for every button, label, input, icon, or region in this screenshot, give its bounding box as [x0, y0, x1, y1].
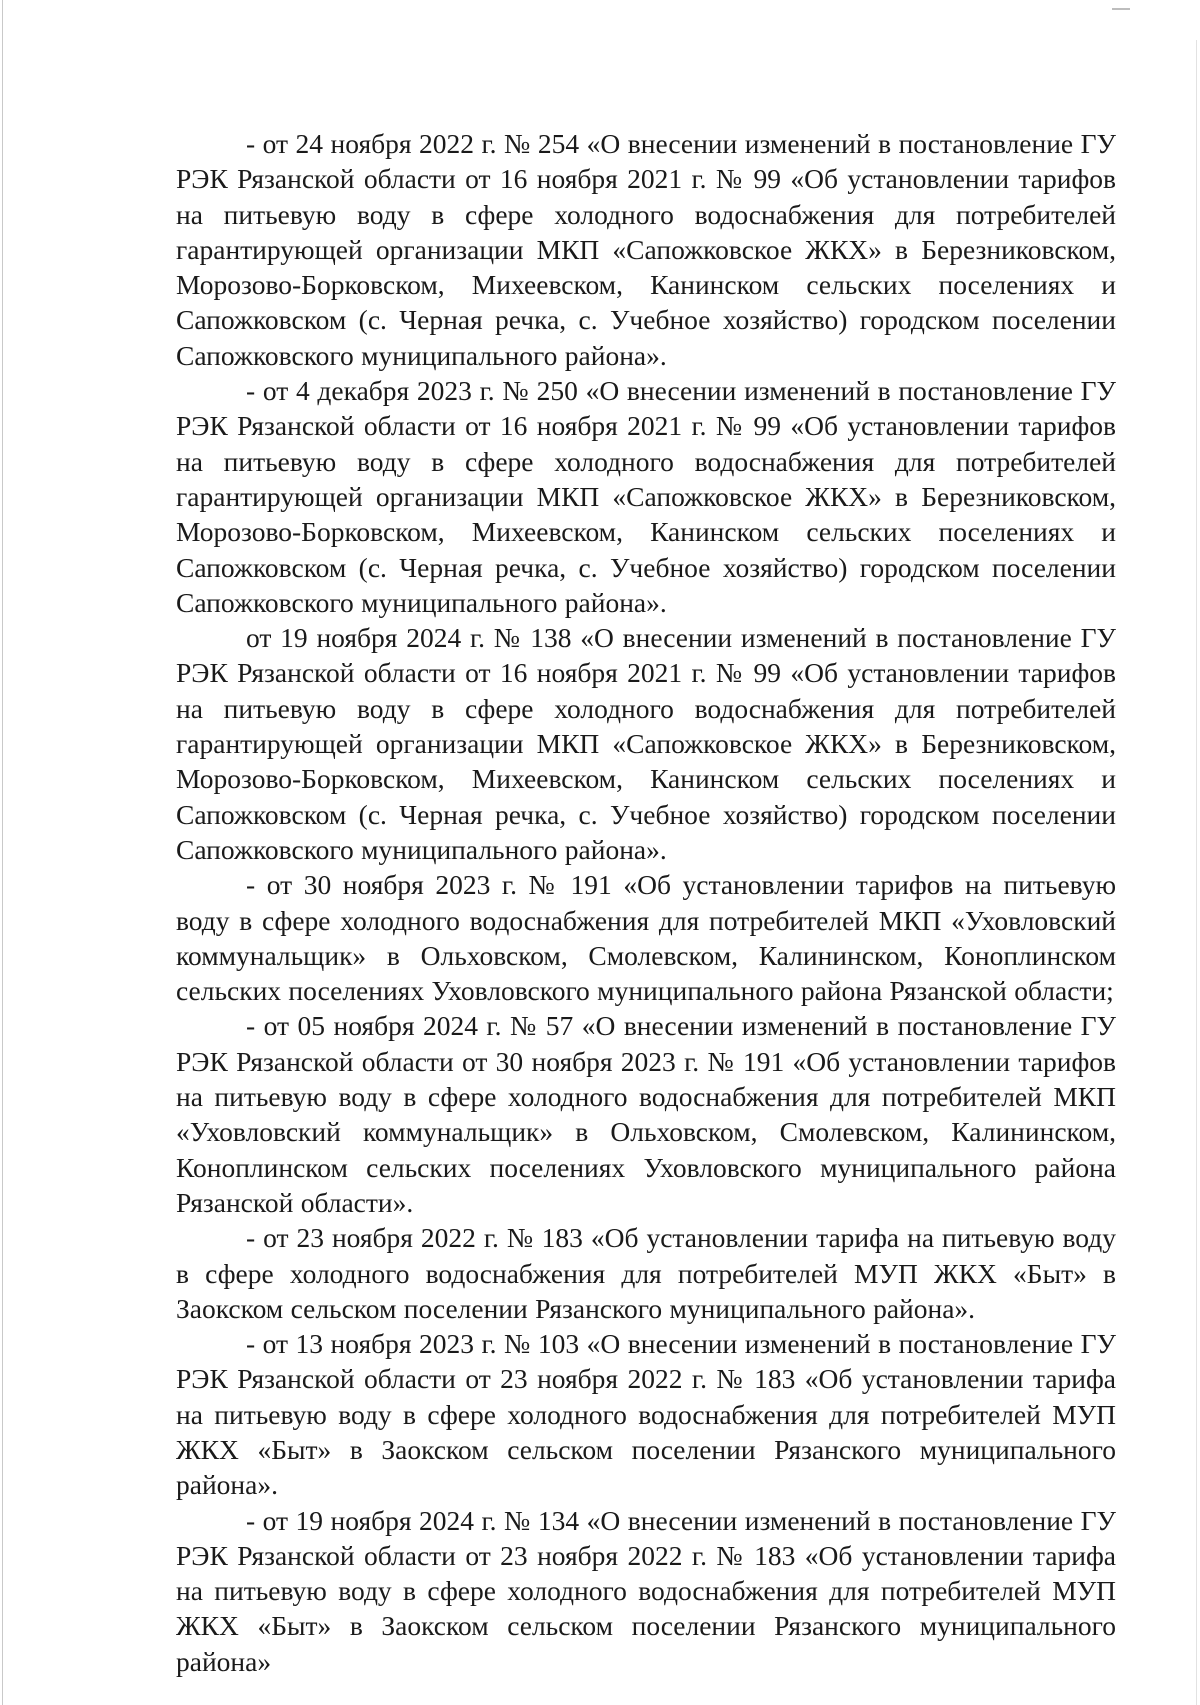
paragraph-resolution-191: - от 30 ноября 2023 г. № 191 «Об установлении тарифов на питьевую воду в сфере холодного водоснабжения для потребителей МКП «Уховловский коммунальщик» в Ольховском, Смолевском, Калининском, Коноплинском сельских поселениях Уховловского муниципального района Рязанской области; [176, 869, 1116, 1007]
paragraph-resolution-103: - от 13 ноября 2023 г. № 103 «О внесении изменений в постановление ГУ РЭК Рязанской области от 23 ноября 2022 г. № 183 «Об установлении тарифа на питьевую воду в сфере холодного водоснабжения для потребителей МУП ЖКХ «Быт» в Заокском сельском поселении Рязанского муниципального района». [176, 1328, 1116, 1501]
scan-mark [1112, 8, 1130, 10]
paragraph-resolution-254: - от 24 ноября 2022 г. № 254 «О внесении изменений в постановление ГУ РЭК Рязанской области от 16 ноября 2021 г. № 99 «Об установлении тарифов на питьевую воду в сфере холодного водоснабжения для потребителей гарантирующей организации МКП «Сапожковское ЖКХ» в Березниковском, Морозово-Борковском, Михеевском, Канинском сельских поселениях и Сапожковском (с. Черная речка, с. Учебное хозяйство) городском поселении Сапожковского муниципального района». [176, 128, 1116, 371]
scan-edge-left [2, 0, 3, 1705]
paragraph-resolution-183: - от 23 ноября 2022 г. № 183 «Об установлении тарифа на питьевую воду в сфере холодного водоснабжения для потребителей МУП ЖКХ «Быт» в Заокском сельском поселении Рязанского муниципального района». [176, 1222, 1116, 1324]
paragraph-resolution-138: от 19 ноября 2024 г. № 138 «О внесении изменений в постановление ГУ РЭК Рязанской области от 16 ноября 2021 г. № 99 «Об установлении тарифов на питьевую воду в сфере холодного водоснабжения для потребителей гарантирующей организации МКП «Сапожковское ЖКХ» в Березниковском, Морозово-Борковском, Михеевском, Канинском сельских поселениях и Сапожковском (с. Черная речка, с. Учебное хозяйство) городском поселении Сапожковского муниципального района». [176, 622, 1116, 865]
scan-edge-right [1196, 40, 1197, 1705]
paragraph-resolution-250: - от 4 декабря 2023 г. № 250 «О внесении изменений в постановление ГУ РЭК Рязанской области от 16 ноября 2021 г. № 99 «Об установлении тарифов на питьевую воду в сфере холодного водоснабжения для потребителей гарантирующей организации МКП «Сапожковское ЖКХ» в Березниковском, Морозово-Борковском, Михеевском, Канинском сельских поселениях и Сапожковском (с. Черная речка, с. Учебное хозяйство) городском поселении Сапожковского муниципального района». [176, 375, 1116, 618]
paragraph-resolution-57: - от 05 ноября 2024 г. № 57 «О внесении изменений в постановление ГУ РЭК Рязанской области от 30 ноября 2023 г. № 191 «Об установлении тарифов на питьевую воду в сфере холодного водоснабжения для потребителей МКП «Уховловский коммунальщик» в Ольховском, Смолевском, Калининском, Коноплинском сельских поселениях Уховловского муниципального района Рязанской области». [176, 1010, 1116, 1218]
document-body [176, 126, 1116, 1679]
paragraph-resolution-134: - от 19 ноября 2024 г. № 134 «О внесении изменений в постановление ГУ РЭК Рязанской области от 23 ноября 2022 г. № 183 «Об установлении тарифа на питьевую воду в сфере холодного водоснабжения для потребителей МУП ЖКХ «Быт» в Заокском сельском поселении Рязанского муниципального района» [176, 1504, 1116, 1677]
